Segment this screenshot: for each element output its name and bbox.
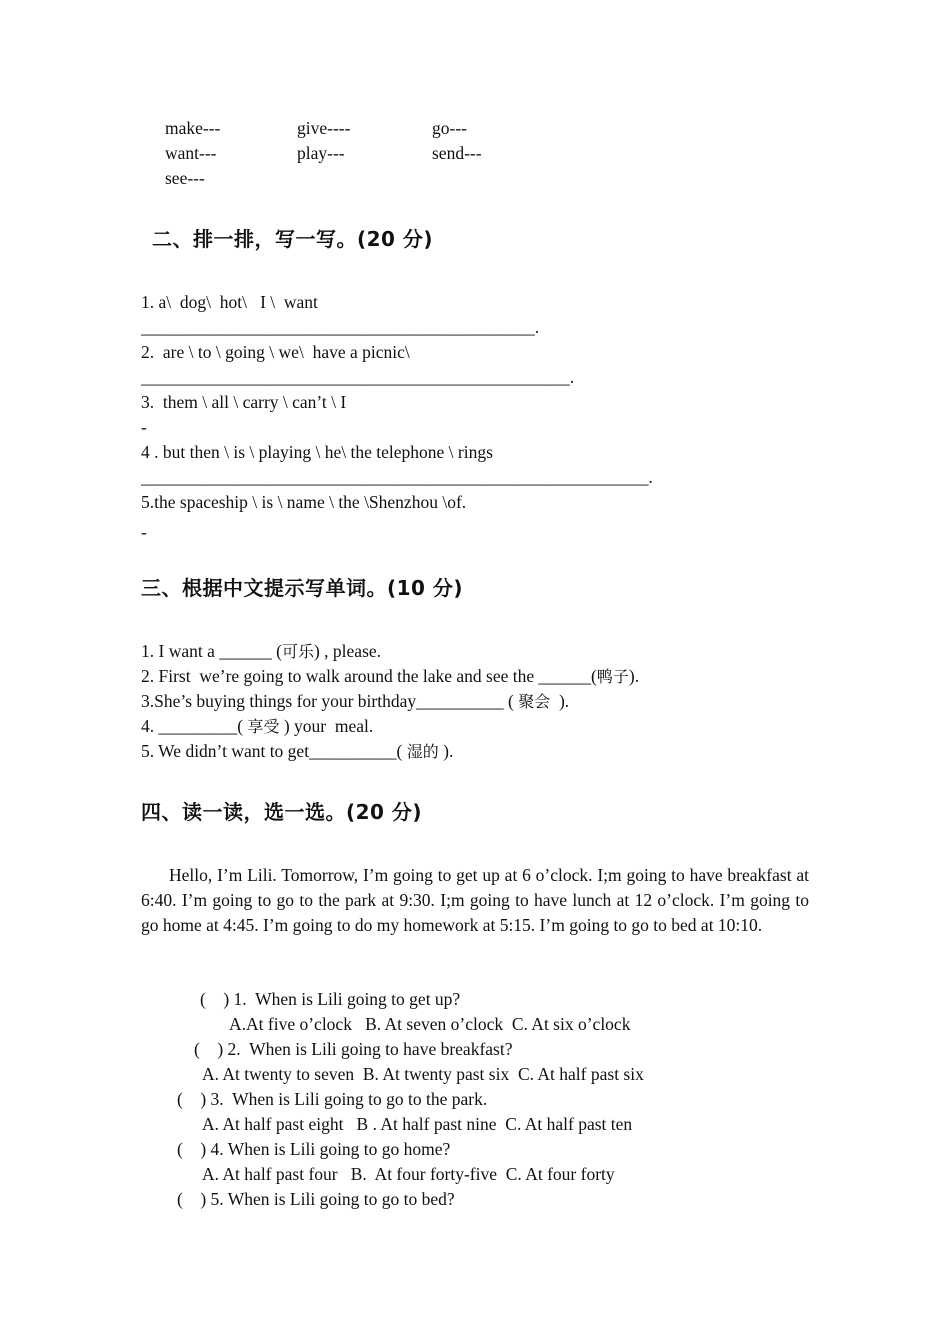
section4-heading: 四、读一读，选一选。(20 分) — [141, 800, 423, 824]
section2-heading: 二、排一排，写一写。(20 分) — [152, 227, 434, 251]
s4-question-3: ( ) 3. When is Lili going to go to the park. — [177, 1089, 488, 1109]
verb-want: want--- — [165, 143, 217, 163]
s4-question-1: ( ) 1. When is Lili going to get up? — [200, 989, 461, 1009]
s4-question-4: ( ) 4. When is Lili going to go home? — [177, 1139, 451, 1159]
s3-item-3-hint: 聚会 — [518, 692, 551, 711]
s4-question-2-options: A. At twenty to seven B. At twenty past six C. At half past six — [202, 1064, 644, 1084]
s3-item-5 — [141, 740, 453, 763]
s2-item-3-prompt: 3. them \ all \ carry \ can’t \ I — [141, 392, 347, 412]
s3-item-3 — [141, 690, 569, 713]
s2-item-5-prompt: 5.the spaceship \ is \ name \ the \Shenzhou \of. — [141, 492, 467, 512]
s3-item-4-hint: 享受 — [247, 717, 280, 736]
verb-send: send--- — [432, 143, 482, 163]
verb-see: see--- — [165, 168, 205, 188]
verb-give: give---- — [297, 118, 351, 138]
reading-passage-text: Hello, I’m Lili. Tomorrow, I’m going to get up at 6 o’clock. I;m going to have breakfast at 6:40. I’m going to go to the park at 9:30. I;m going to have lunch at 12 o’clock. I’m going to go home at 4:45. I’m going to do my homework at 5:15. I’m going to go to bed at 10:10. — [141, 865, 809, 935]
s2-item-1-answer-line[interactable]: _____________________________________________. — [141, 317, 540, 337]
s3-item-2 — [141, 665, 639, 688]
s3-item-1-end: ) , please. — [313, 641, 382, 661]
s3-item-5-hint: 湿的 — [406, 742, 439, 761]
s2-item-4-prompt: 4 . but then \ is \ playing \ he\ the telephone \ rings — [141, 442, 493, 462]
s2-item-2-prompt: 2. are \ to \ going \ we\ have a picnic\ — [141, 342, 410, 362]
s3-item-2-hint: 鸭子 — [596, 667, 629, 686]
s3-item-1-text: 1. I want a ______ ( — [141, 641, 282, 661]
s3-item-2-end: ). — [628, 666, 640, 686]
section3-heading: 三、根据中文提示写单词。(10 分) — [141, 576, 464, 600]
s4-question-3-options: A. At half past eight B . At half past nine C. At half past ten — [202, 1114, 633, 1134]
s3-item-3-text: 3.She’s buying things for your birthday__________ ( — [141, 691, 519, 711]
s4-question-4-options: A. At half past four B. At four forty-five C. At four forty — [202, 1164, 615, 1184]
verb-go: go--- — [432, 118, 467, 138]
reading-passage — [141, 863, 809, 938]
verb-make: make--- — [165, 118, 221, 138]
s3-item-3-end: ). — [550, 691, 570, 711]
s2-item-4-answer-line[interactable]: __________________________________________________________. — [141, 467, 653, 487]
s4-question-5: ( ) 5. When is Lili going to go to bed? — [177, 1189, 455, 1209]
s3-item-5-end: ). — [438, 741, 454, 761]
s3-item-1 — [141, 640, 381, 663]
s2-item-1-prompt: 1. a\ dog\ hot\ I \ want — [141, 292, 318, 312]
s3-item-5-text: 5. We didn’t want to get__________( — [141, 741, 407, 761]
s3-item-4-text: 4. _________( — [141, 716, 248, 736]
verb-play: play--- — [297, 143, 345, 163]
s3-item-4-end: ) your meal. — [279, 716, 374, 736]
s4-question-1-options: A.At five o’clock B. At seven o’clock C. At six o’clock — [229, 1014, 631, 1034]
s3-item-2-text: 2. First we’re going to walk around the lake and see the ______( — [141, 666, 597, 686]
s4-question-2: ( ) 2. When is Lili going to have breakfast? — [194, 1039, 513, 1059]
s3-item-4 — [141, 715, 373, 738]
s3-item-1-hint: 可乐 — [281, 642, 314, 661]
s2-item-5-answer-line[interactable]: - — [141, 522, 147, 542]
s2-item-2-answer-line[interactable]: _________________________________________________. — [141, 367, 575, 387]
s2-item-3-answer-line[interactable]: - — [141, 417, 147, 437]
